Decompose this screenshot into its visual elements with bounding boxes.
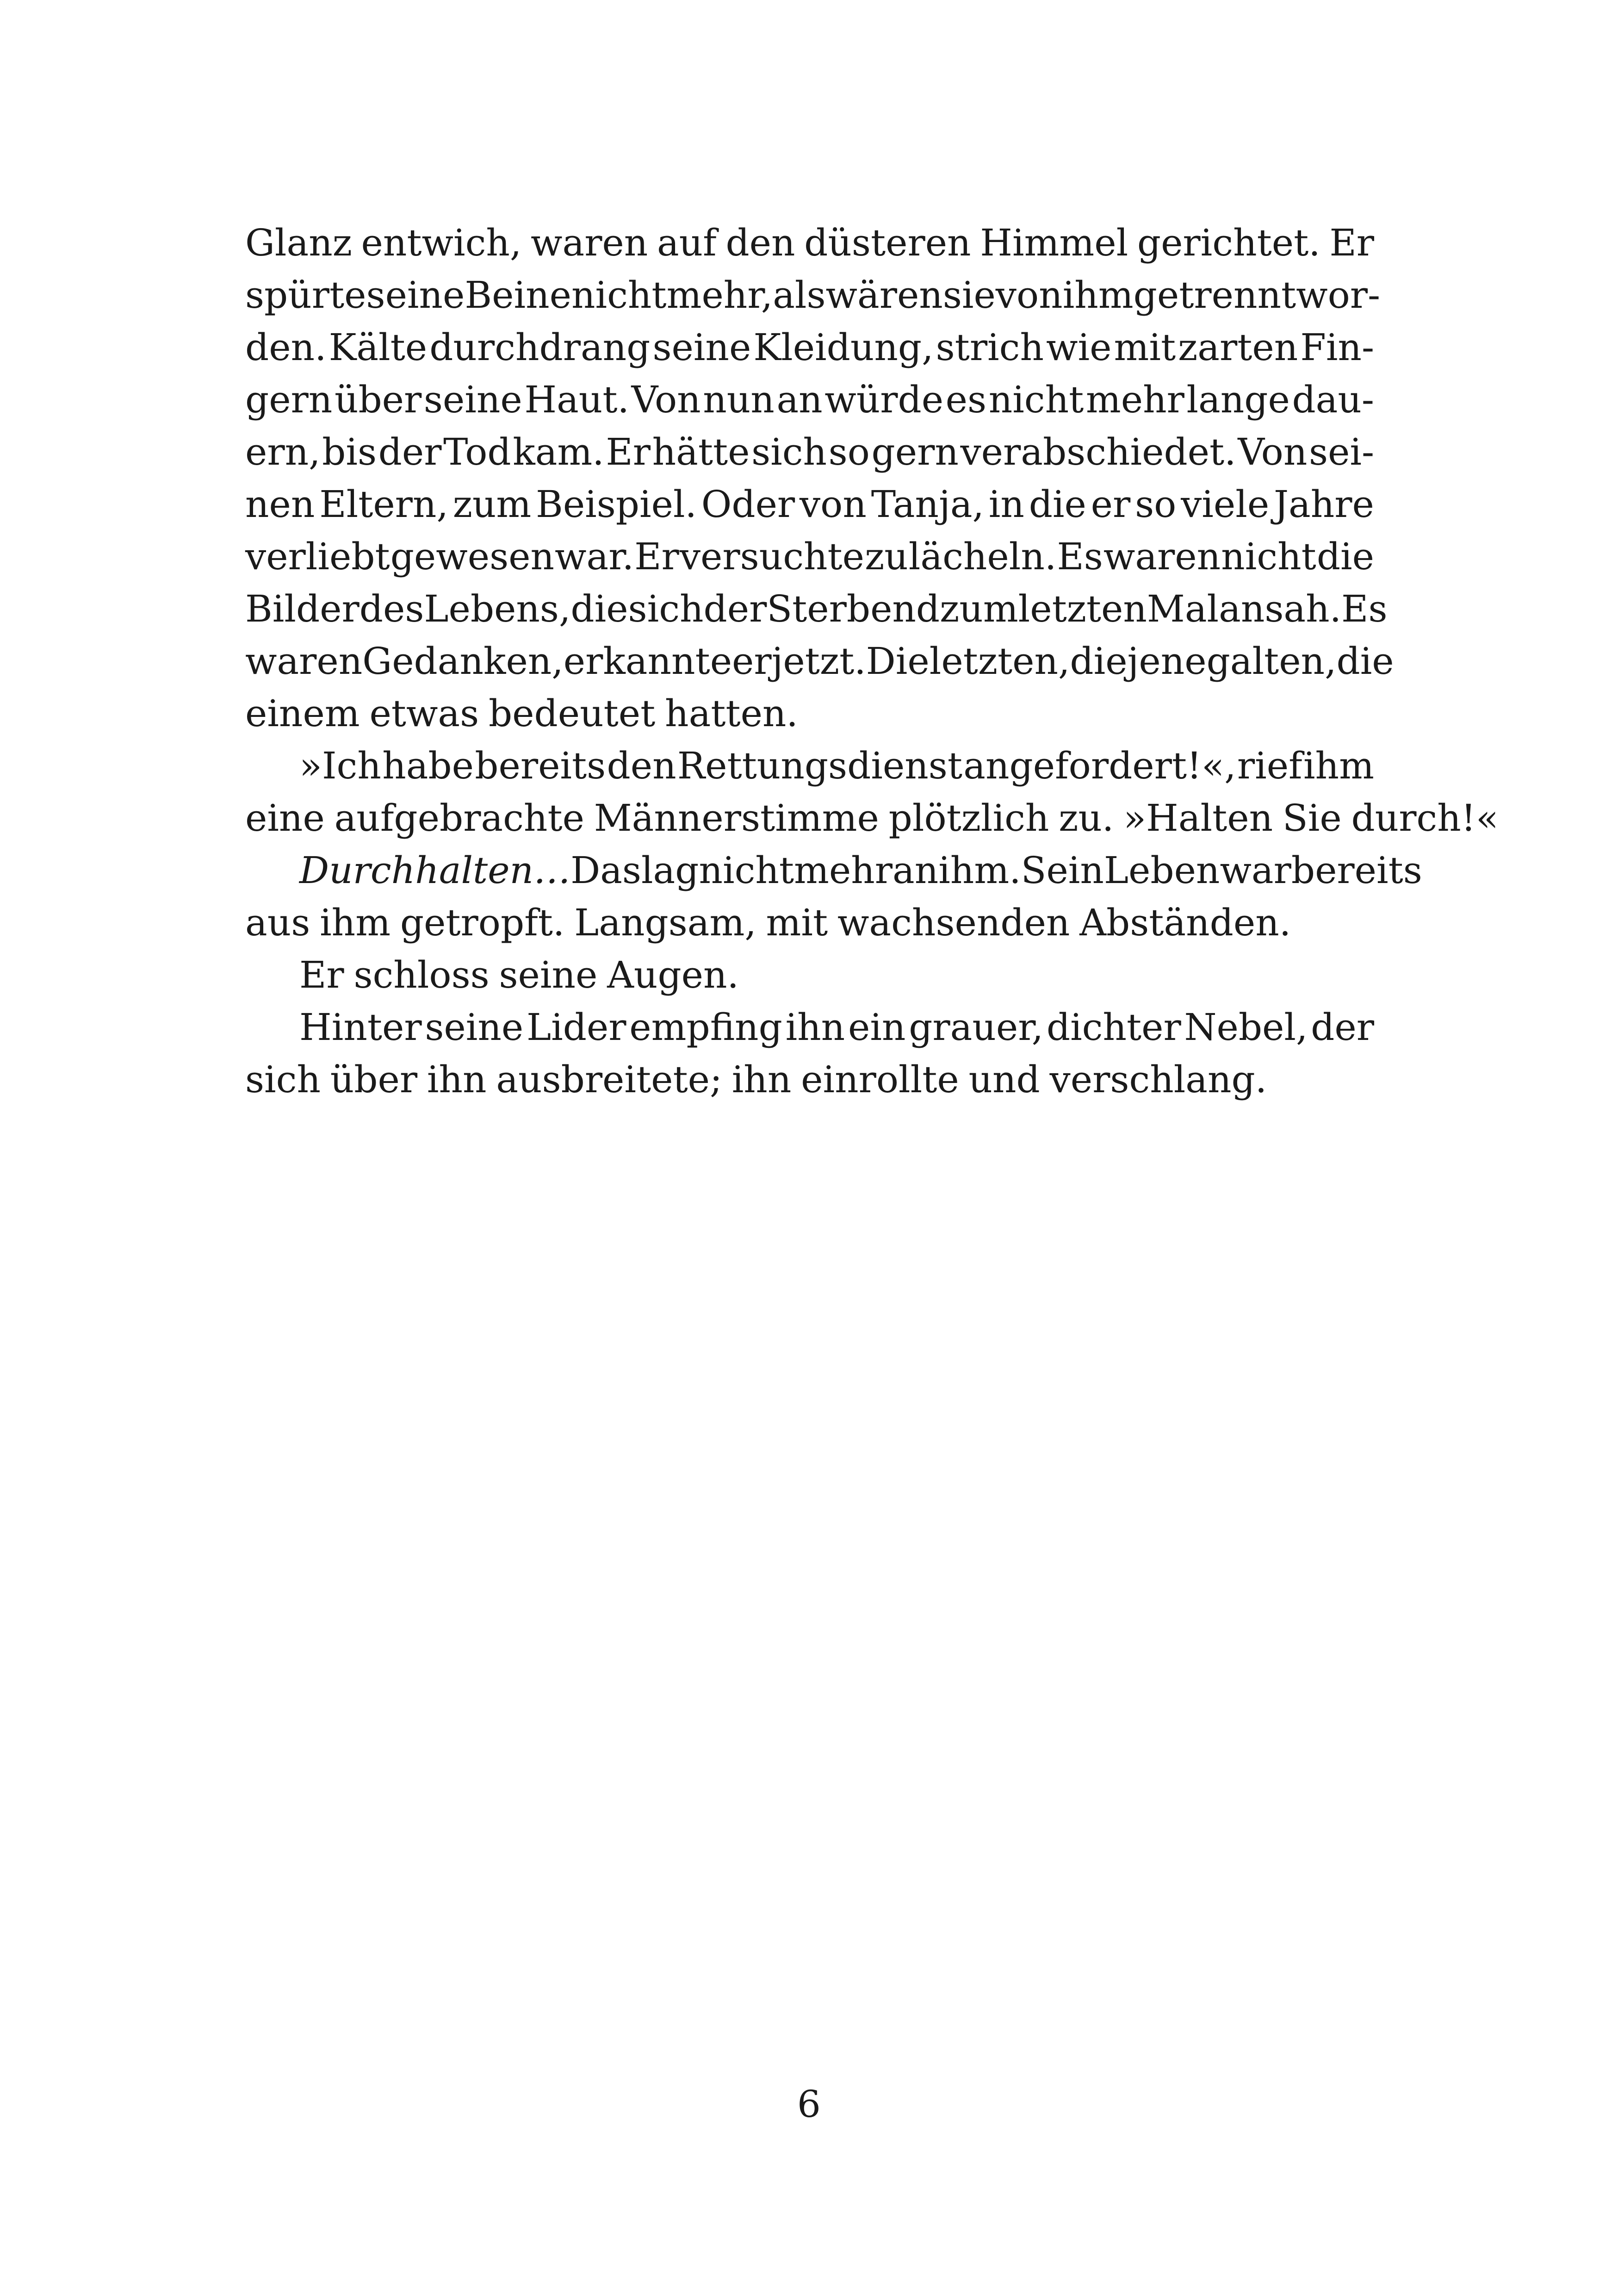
word: zu. bbox=[1059, 796, 1114, 840]
word: ausbreitete; bbox=[496, 1058, 722, 1101]
word: Kleidung, bbox=[753, 326, 934, 369]
word: Rettungsdienst bbox=[677, 744, 962, 787]
text-line bbox=[245, 583, 1388, 635]
word: Er bbox=[606, 430, 651, 473]
word: an bbox=[893, 849, 939, 892]
word: Sie bbox=[1282, 796, 1342, 840]
word: Er bbox=[299, 953, 344, 996]
word: Eltern, bbox=[319, 483, 448, 526]
word: Er bbox=[1329, 221, 1374, 264]
word: waren bbox=[531, 221, 648, 264]
word: erkannte bbox=[563, 640, 732, 683]
word: »Halten bbox=[1123, 796, 1273, 840]
word: getrennt bbox=[1133, 274, 1296, 317]
word: etwas bbox=[369, 692, 479, 735]
word: über bbox=[330, 1058, 418, 1101]
word: nicht bbox=[699, 849, 794, 892]
word: ihm. bbox=[938, 849, 1021, 892]
word: sich bbox=[751, 430, 827, 473]
word: über bbox=[334, 378, 422, 421]
word: sei- bbox=[1308, 430, 1374, 473]
body-text bbox=[245, 217, 1499, 1106]
word: schloss bbox=[353, 953, 490, 996]
word: ansah. bbox=[1219, 587, 1342, 630]
word: seine bbox=[499, 953, 598, 996]
word: zarten bbox=[1178, 326, 1298, 369]
word: ihm bbox=[1062, 274, 1134, 317]
word: dau- bbox=[1292, 378, 1374, 421]
word: so bbox=[828, 430, 870, 473]
word: Von bbox=[1238, 430, 1308, 473]
word: würde bbox=[824, 378, 944, 421]
word: Bilder bbox=[245, 587, 360, 630]
word: Beine bbox=[465, 274, 571, 317]
word: die bbox=[1336, 640, 1394, 683]
word: Leben bbox=[1103, 849, 1220, 892]
word: der bbox=[1311, 1006, 1374, 1049]
word: verliebt bbox=[245, 535, 390, 578]
word: Haut. bbox=[524, 378, 629, 421]
word: ihm bbox=[1303, 744, 1374, 787]
text-line bbox=[245, 1053, 1374, 1106]
word: Tanja, bbox=[871, 483, 984, 526]
word: seine bbox=[425, 1006, 524, 1049]
word: und bbox=[968, 1058, 1040, 1101]
word: gern bbox=[871, 430, 959, 473]
word: bis bbox=[322, 430, 377, 473]
text-line bbox=[245, 635, 1394, 687]
text-line bbox=[245, 269, 1381, 321]
word: zum bbox=[453, 483, 532, 526]
word: verabschiedet. bbox=[960, 430, 1236, 473]
word: hätte bbox=[652, 430, 750, 473]
word: gern bbox=[245, 378, 333, 421]
word: hatten. bbox=[665, 692, 798, 735]
word: Glanz bbox=[245, 221, 352, 264]
word: Sein bbox=[1021, 849, 1104, 892]
word: Es bbox=[1057, 535, 1103, 578]
word: Mal bbox=[1147, 587, 1219, 630]
word: nicht bbox=[571, 274, 667, 317]
word: getropft. bbox=[400, 901, 565, 944]
word: Männerstimme bbox=[594, 796, 879, 840]
word: spürte bbox=[245, 274, 366, 317]
word: ihm bbox=[320, 901, 391, 944]
text-line bbox=[245, 530, 1374, 583]
word: bereits bbox=[475, 744, 606, 787]
word: viele bbox=[1181, 483, 1270, 526]
word: durchdrang bbox=[429, 326, 651, 369]
word: Von bbox=[631, 378, 701, 421]
text-line bbox=[245, 321, 1374, 373]
word: eine bbox=[245, 796, 325, 840]
word: bedeutet bbox=[488, 692, 656, 735]
word: Beispiel. bbox=[536, 483, 697, 526]
word: Abständen. bbox=[1079, 901, 1291, 944]
word: nun bbox=[703, 378, 775, 421]
word: Er bbox=[634, 535, 679, 578]
word: grauer, bbox=[909, 1006, 1044, 1049]
text-line bbox=[245, 478, 1374, 530]
word: aus bbox=[245, 901, 310, 944]
word: Es bbox=[1341, 587, 1388, 630]
word: er bbox=[732, 640, 772, 683]
word: seine bbox=[366, 274, 465, 317]
word: mehr bbox=[1085, 378, 1184, 421]
word: er bbox=[1091, 483, 1131, 526]
word: mit bbox=[1114, 326, 1176, 369]
word: wor- bbox=[1296, 274, 1381, 317]
word: lag bbox=[641, 849, 699, 892]
word: war. bbox=[555, 535, 634, 578]
word: nicht bbox=[1221, 535, 1316, 578]
word: jetzt. bbox=[771, 640, 866, 683]
word: Langsam, bbox=[574, 901, 756, 944]
word: wären bbox=[825, 274, 943, 317]
word: nen bbox=[245, 483, 315, 526]
word: lange bbox=[1186, 378, 1290, 421]
word: Die bbox=[866, 640, 930, 683]
word: Lider bbox=[527, 1006, 626, 1049]
word: sie bbox=[942, 274, 996, 317]
word: ein bbox=[848, 1006, 906, 1049]
word: in bbox=[988, 483, 1024, 526]
italic-word: Durchhalten… bbox=[299, 849, 571, 892]
word: zum bbox=[940, 587, 1018, 630]
word: der bbox=[703, 587, 767, 630]
text-line bbox=[245, 949, 1374, 1001]
word: angefordert!«, bbox=[963, 744, 1236, 787]
word: Nebel, bbox=[1184, 1006, 1308, 1049]
word: des bbox=[359, 587, 424, 630]
text-line bbox=[245, 740, 1374, 792]
word: sich bbox=[245, 1058, 321, 1101]
word: versuchte bbox=[679, 535, 865, 578]
text-line bbox=[245, 373, 1374, 426]
word: mehr bbox=[794, 849, 893, 892]
word: einem bbox=[245, 692, 360, 735]
word: Sterbend bbox=[767, 587, 940, 630]
word: Augen. bbox=[607, 953, 739, 996]
word: ihn bbox=[427, 1058, 487, 1101]
word: verschlang. bbox=[1049, 1058, 1267, 1101]
word: »Ich bbox=[299, 744, 381, 787]
word: an bbox=[776, 378, 823, 421]
word: habe bbox=[382, 744, 474, 787]
word: kam. bbox=[513, 430, 604, 473]
word: gerichtet. bbox=[1137, 221, 1320, 264]
text-line bbox=[245, 687, 1374, 740]
word: der bbox=[378, 430, 442, 473]
word: zu bbox=[865, 535, 908, 578]
page-number: 6 bbox=[797, 2083, 821, 2126]
word: galten, bbox=[1206, 640, 1337, 683]
word: bereits bbox=[1291, 849, 1422, 892]
word: empfing bbox=[629, 1006, 782, 1049]
text-line bbox=[245, 844, 1422, 896]
word: als bbox=[773, 274, 826, 317]
word: rief bbox=[1237, 744, 1302, 787]
word: Lebens, bbox=[424, 587, 571, 630]
word: Jahre bbox=[1273, 483, 1374, 526]
word: Tod bbox=[443, 430, 511, 473]
word: Hinter bbox=[299, 1006, 422, 1049]
word: Das bbox=[570, 849, 641, 892]
word: jene bbox=[1127, 640, 1207, 683]
word: waren bbox=[1103, 535, 1221, 578]
text-line bbox=[245, 792, 1499, 844]
word: letzten bbox=[1018, 587, 1147, 630]
word: ihn bbox=[732, 1058, 792, 1101]
word: die bbox=[1029, 483, 1086, 526]
word: es bbox=[945, 378, 987, 421]
word: Himmel bbox=[980, 221, 1128, 264]
word: ern, bbox=[245, 430, 321, 473]
word: gewesen bbox=[390, 535, 554, 578]
text-line bbox=[245, 426, 1374, 478]
word: waren bbox=[245, 640, 363, 683]
word: strich bbox=[936, 326, 1044, 369]
text-line bbox=[245, 1001, 1374, 1053]
word: plötzlich bbox=[888, 796, 1049, 840]
word: Oder bbox=[701, 483, 795, 526]
word: Fin- bbox=[1300, 326, 1374, 369]
word: dichter bbox=[1046, 1006, 1181, 1049]
word: nicht bbox=[988, 378, 1084, 421]
text-line bbox=[245, 896, 1374, 949]
word: wachsenden bbox=[837, 901, 1070, 944]
word: Gedanken, bbox=[362, 640, 564, 683]
word: entwich, bbox=[361, 221, 522, 264]
word: den. bbox=[245, 326, 327, 369]
word: durch!« bbox=[1351, 796, 1499, 840]
word: wie bbox=[1046, 326, 1112, 369]
word: von bbox=[799, 483, 867, 526]
word: düsteren bbox=[804, 221, 971, 264]
word: seine bbox=[423, 378, 522, 421]
word: von bbox=[995, 274, 1063, 317]
text-line bbox=[245, 217, 1374, 269]
word: mit bbox=[766, 901, 828, 944]
word: war bbox=[1220, 849, 1291, 892]
word: auf bbox=[657, 221, 717, 264]
word: letzten, bbox=[929, 640, 1070, 683]
word: sich bbox=[628, 587, 704, 630]
word: Kälte bbox=[329, 326, 428, 369]
word: aufgebrachte bbox=[334, 796, 584, 840]
word: den bbox=[725, 221, 795, 264]
word: lächeln. bbox=[908, 535, 1057, 578]
word: den bbox=[607, 744, 676, 787]
word: seine bbox=[652, 326, 751, 369]
word: so bbox=[1135, 483, 1177, 526]
word: einrollte bbox=[801, 1058, 959, 1101]
word: die bbox=[1316, 535, 1374, 578]
word: ihn bbox=[785, 1006, 845, 1049]
word: mehr, bbox=[666, 274, 773, 317]
word: die bbox=[1070, 640, 1128, 683]
word: die bbox=[570, 587, 628, 630]
